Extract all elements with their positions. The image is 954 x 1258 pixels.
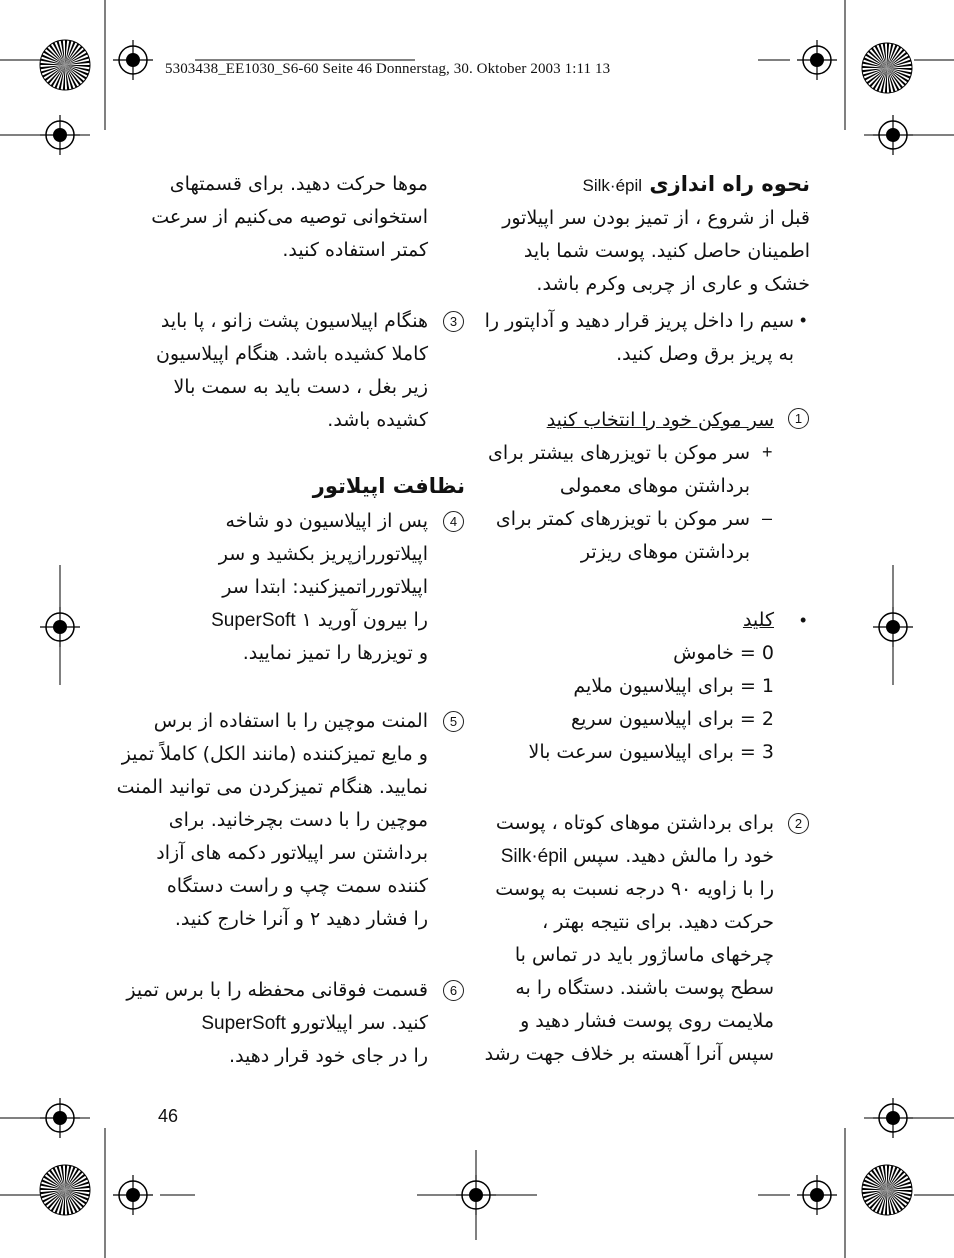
step6-block: قسمت فوقانی محفظه را با برس تمیز کنید. سر اپیلاتورو SuperSoft را در جای خود قرار دهید.	[126, 979, 428, 1067]
step-number-1: 1	[788, 408, 809, 429]
step5-block: المنت موچین را با استفاده از برس و مایع تمیزکننده (مانند الکل) کاملاً تمیز نمایید. هنگام تمیزکردن می توانید المنت موچین را با دست بچرخانید. برای برداشتن سر اپیلاتور دکمه های آزاد کننده سمت چپ و راست دستگاه را فشار دهید ۲ و آنرا خارج کنید.	[116, 710, 428, 930]
step-number-3: 3	[443, 311, 464, 332]
brand-supersoft: SuperSoft	[211, 610, 296, 631]
step3-block: هنگام اپیلاسیون پشت زانو ، پا باید کاملا کشیده باشد. هنگام اپیلاسیون زیر بغل ، دست باید به سمت بالا کشیده باشد.	[155, 310, 428, 431]
switch-setting: 0 = خاموش	[673, 642, 774, 664]
cleaning-heading-wrap	[135, 470, 465, 503]
print-header: 5303438_EE1030_S6-60 Seite 46 Donnerstag, 30. Oktober 2003 1:11 13	[165, 61, 611, 77]
registration-star-icon	[862, 1165, 912, 1215]
step2-block: برای برداشتن موهای کوتاه ، پوست خود را مالش دهید. سپس Silk·épil را با زاویه ۹۰ درجه نسبت به پوست حرکت دهید. برای نتیجه بهتر ، چرخهای ماساژور باید در تماس با سطح پوست باشند. دستگاه را به ملایمت روی پوست فشار دهید و سپس آنرا آهسته بر خلاف جهت رشد	[484, 812, 774, 1065]
minus-sign: –	[762, 508, 773, 528]
switch-setting: 2 = برای اپیلاسیون سریع	[571, 708, 774, 730]
bullet-switch: •	[800, 610, 807, 630]
step1-title: سر موکن خود را انتخاب کنید	[546, 409, 774, 431]
switch-setting: 3 = برای اپیلاسیون سرعت بالا	[528, 741, 774, 763]
intro-line: خشک و عاری از چربی وکرم باشد.	[536, 273, 810, 295]
step-number-5: 5	[443, 711, 464, 732]
step-number-2: 2	[788, 813, 809, 834]
switch-block	[444, 604, 774, 769]
registration-star-icon	[40, 40, 90, 90]
switch-title: کلید	[742, 609, 774, 631]
brand-silkepil: Silk·épil	[500, 846, 568, 867]
plus-sign: +	[762, 442, 773, 462]
page-number: 46	[158, 1106, 179, 1126]
switch-setting: 1 = برای اپیلاسیون ملایم	[573, 675, 774, 697]
step1-plus-option: سر موکن با تویزرهای بیشتر برای برداشتن موهای معمولی	[487, 442, 750, 497]
registration-star-icon	[40, 1165, 90, 1215]
brand-silkepil: Silk·épil	[582, 176, 643, 195]
intro-line: اطمینان حاصل کنید. پوست شما باید	[523, 240, 810, 262]
section-heading-cleaning: نظافت اپیلاتور	[312, 474, 465, 498]
step-number-4: 4	[443, 511, 464, 532]
step4-block: پس از اپیلاسیون دو شاخه اپیلاتوررازپریز بکشید و سر اپیلاتورراتمیزکنید: ابتدا سر را بیرون آورید ۱ SuperSoft و تویزرها را تمیز نمایید.	[211, 510, 428, 664]
continued-text: موها حرکت دهید. برای قسمتهای استخوانی توصیه می‌کنیم از سرعت کمتر استفاده کنید.	[151, 173, 428, 261]
brand-supersoft: SuperSoft	[201, 1013, 286, 1034]
intro-line: قبل از شروع ، از تمیز بودن سر اپیلاتور	[502, 207, 810, 229]
bullet-plug: •	[800, 310, 807, 330]
registration-star-icon	[862, 43, 912, 93]
step1-block	[444, 404, 774, 437]
step-number-6: 6	[443, 980, 464, 1001]
right-column	[480, 168, 810, 301]
plug-instruction: سیم را داخل پریز قرار دهید و آداپتور را به پریز برق وصل کنید.	[484, 310, 794, 365]
section-heading-startup: نحوه راه اندازی Silk·épil	[582, 172, 810, 196]
step1-minus-option: سر موکن با تویزرهای کمتر برای برداشتن موهای ریزتر	[495, 508, 750, 563]
